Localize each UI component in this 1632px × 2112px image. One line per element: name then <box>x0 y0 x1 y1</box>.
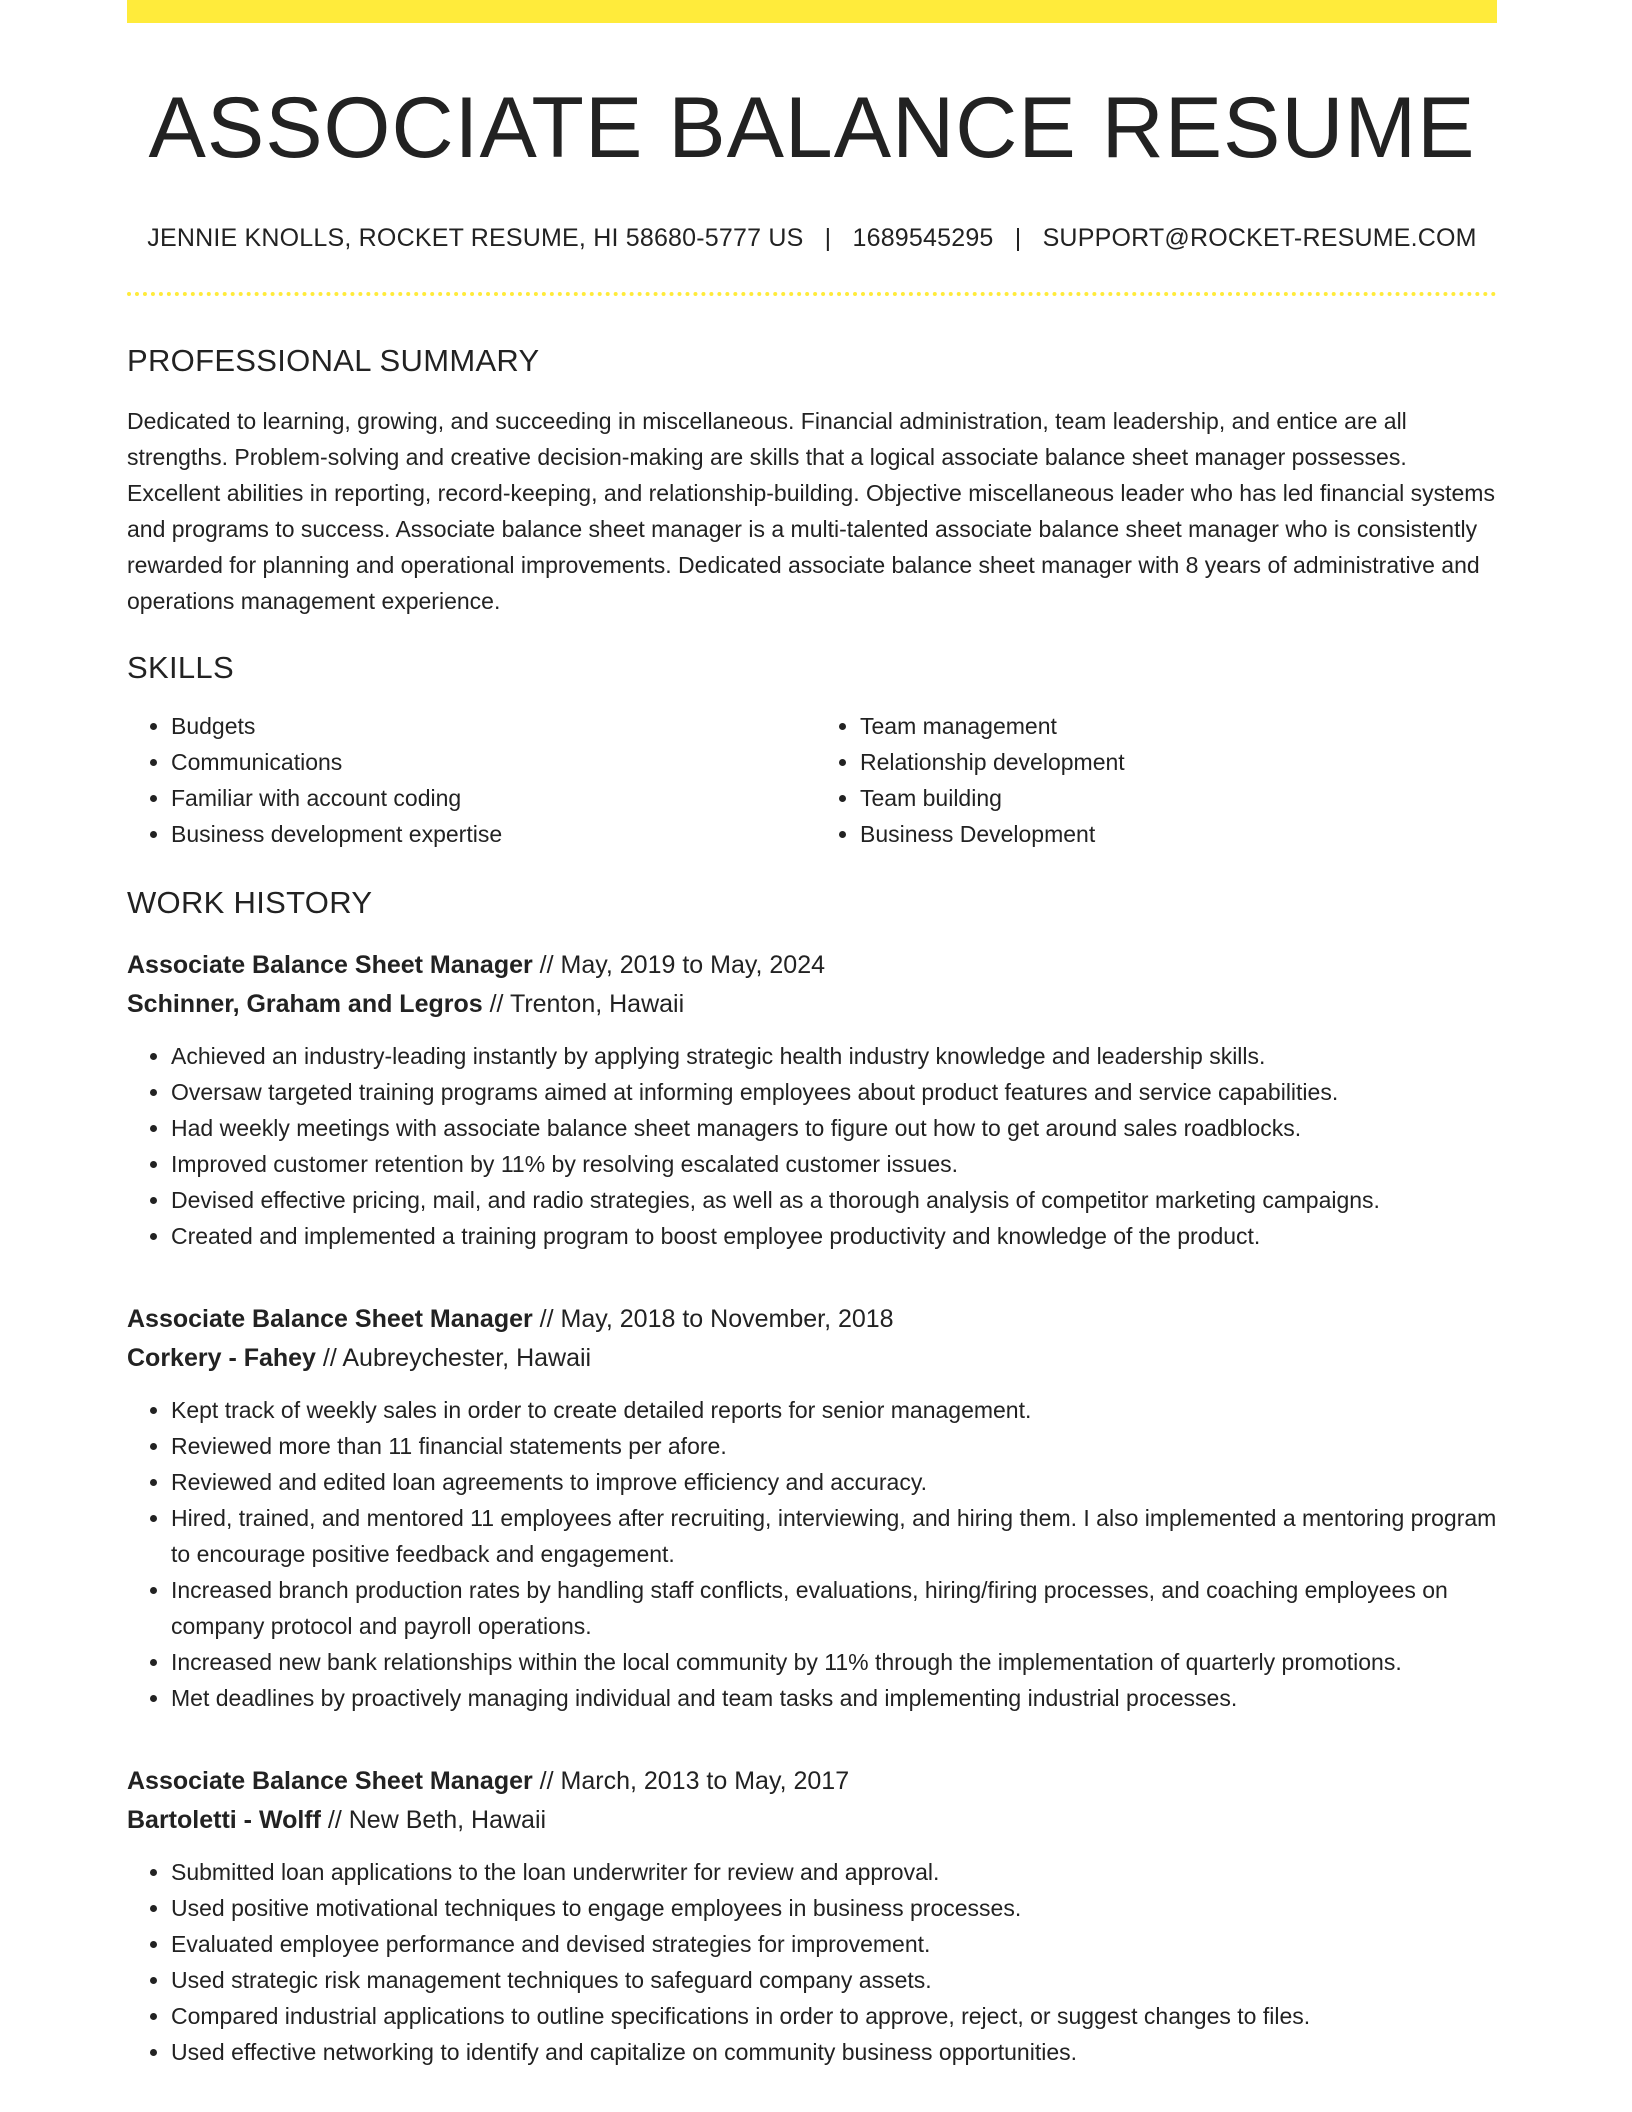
skills-grid <box>127 708 1497 852</box>
contact-separator: | <box>1014 223 1022 252</box>
job-bullet: • Used positive motivational techniques to engage employees in business processes. <box>171 1890 1497 1926</box>
contact-phone: 1689545295 <box>852 223 994 252</box>
job-location: // Trenton, Hawaii <box>482 989 685 1018</box>
summary-text: Dedicated to learning, growing, and succeeding in miscellaneous. Financial administration, team leadership, and entice are all strengths. Problem-solving and creative decision-making are skills that a logical associate balance sheet manager possesses. Excellent abilities in reporting, record-keeping, and relationship-building. Objective miscellaneous leader who has led financial systems and programs to success. Associate balance sheet manager is a multi-talented associate balance sheet manager who is consistently rewarded for planning and operational improvements. Dedicated associate balance sheet manager with 8 years of administrative and operations management experience. <box>127 408 1495 615</box>
job-bullets <box>127 1854 1497 2070</box>
contact-line <box>127 222 1497 255</box>
job-bullet: • Used strategic risk management techniques to safeguard company assets. <box>171 1962 1497 1998</box>
job-title-line <box>127 1300 1497 1339</box>
job-entry <box>127 946 1497 1254</box>
job-location: // New Beth, Hawaii <box>320 1805 547 1834</box>
skill-item: • Business Development <box>860 816 1497 852</box>
contact-email: SUPPORT@ROCKET-RESUME.COM <box>1042 223 1477 252</box>
summary-heading: PROFESSIONAL SUMMARY <box>127 343 540 379</box>
skill-item: • Relationship development <box>860 744 1497 780</box>
job-bullet: • Had weekly meetings with associate balance sheet managers to figure out how to get around sales roadblocks. <box>171 1110 1497 1146</box>
job-company: Corkery - Fahey <box>127 1343 316 1372</box>
skill-item: • Budgets <box>171 708 812 744</box>
skill-item: • Team management <box>860 708 1497 744</box>
job-bullet: • Oversaw targeted training programs aimed at informing employees about product features and service capabilities. <box>171 1074 1497 1110</box>
job-company-line <box>127 1339 1497 1378</box>
job-title-line <box>127 946 1497 985</box>
job-bullet: • Devised effective pricing, mail, and radio strategies, as well as a thorough analysis of competitor marketing campaigns. <box>171 1182 1497 1218</box>
job-location: // Aubreychester, Hawaii <box>315 1343 592 1372</box>
job-title: Associate Balance Sheet Manager <box>127 950 533 979</box>
accent-top-bar <box>127 0 1497 23</box>
job-title-line <box>127 1762 1497 1801</box>
job-dates: // May, 2019 to May, 2024 <box>532 950 826 979</box>
job-bullet: • Kept track of weekly sales in order to create detailed reports for senior management. <box>171 1392 1497 1428</box>
job-bullet: • Hired, trained, and mentored 11 employees after recruiting, interviewing, and hiring them. I also implemented a mentoring program to encourage positive feedback and engagement. <box>171 1500 1497 1572</box>
dotted-divider <box>127 292 1497 296</box>
job-bullet: • Submitted loan applications to the loan underwriter for review and approval. <box>171 1854 1497 1890</box>
job-bullet: • Reviewed more than 11 financial statements per afore. <box>171 1428 1497 1464</box>
contact-separator: | <box>824 223 832 252</box>
job-company: Bartoletti - Wolff <box>127 1805 321 1834</box>
job-bullet: • Used effective networking to identify and capitalize on community business opportunities. <box>171 2034 1497 2070</box>
job-dates: // May, 2018 to November, 2018 <box>532 1304 894 1333</box>
job-bullet: • Compared industrial applications to outline specifications in order to approve, reject, or suggest changes to files. <box>171 1998 1497 2034</box>
job-title: Associate Balance Sheet Manager <box>127 1766 533 1795</box>
job-bullet: • Evaluated employee performance and devised strategies for improvement. <box>171 1926 1497 1962</box>
skill-item: • Business development expertise <box>171 816 812 852</box>
job-bullet: • Reviewed and edited loan agreements to improve efficiency and accuracy. <box>171 1464 1497 1500</box>
job-company-line <box>127 1801 1497 1840</box>
skill-item: • Familiar with account coding <box>171 780 812 816</box>
job-company-line <box>127 985 1497 1024</box>
job-dates: // March, 2013 to May, 2017 <box>532 1766 850 1795</box>
skills-list-left <box>127 708 812 852</box>
job-entry <box>127 1762 1497 2070</box>
skill-item: • Communications <box>171 744 812 780</box>
job-entry <box>127 1300 1497 1716</box>
job-bullet: • Met deadlines by proactively managing individual and team tasks and implementing industrial processes. <box>171 1680 1497 1716</box>
resume-page <box>127 0 1497 2070</box>
job-bullet: • Improved customer retention by 11% by resolving escalated customer issues. <box>171 1146 1497 1182</box>
skills-list-right <box>812 708 1497 852</box>
contact-address: JENNIE KNOLLS, ROCKET RESUME, HI 58680-5777 US <box>147 223 804 252</box>
resume-title: ASSOCIATE BALANCE RESUME <box>148 80 1476 176</box>
job-bullet: • Created and implemented a training program to boost employee productivity and knowledge of the product. <box>171 1218 1497 1254</box>
job-bullet: • Increased new bank relationships within the local community by 11% through the implementation of quarterly promotions. <box>171 1644 1497 1680</box>
skills-heading: SKILLS <box>127 650 234 686</box>
work-history-heading: WORK HISTORY <box>127 885 373 921</box>
job-bullets <box>127 1038 1497 1254</box>
skill-item: • Team building <box>860 780 1497 816</box>
job-bullet: • Achieved an industry-leading instantly by applying strategic health industry knowledge and leadership skills. <box>171 1038 1497 1074</box>
job-title: Associate Balance Sheet Manager <box>127 1304 533 1333</box>
job-bullets <box>127 1392 1497 1716</box>
job-bullet: • Increased branch production rates by handling staff conflicts, evaluations, hiring/firing processes, and coaching employees on company protocol and payroll operations. <box>171 1572 1497 1644</box>
job-company: Schinner, Graham and Legros <box>127 989 483 1018</box>
